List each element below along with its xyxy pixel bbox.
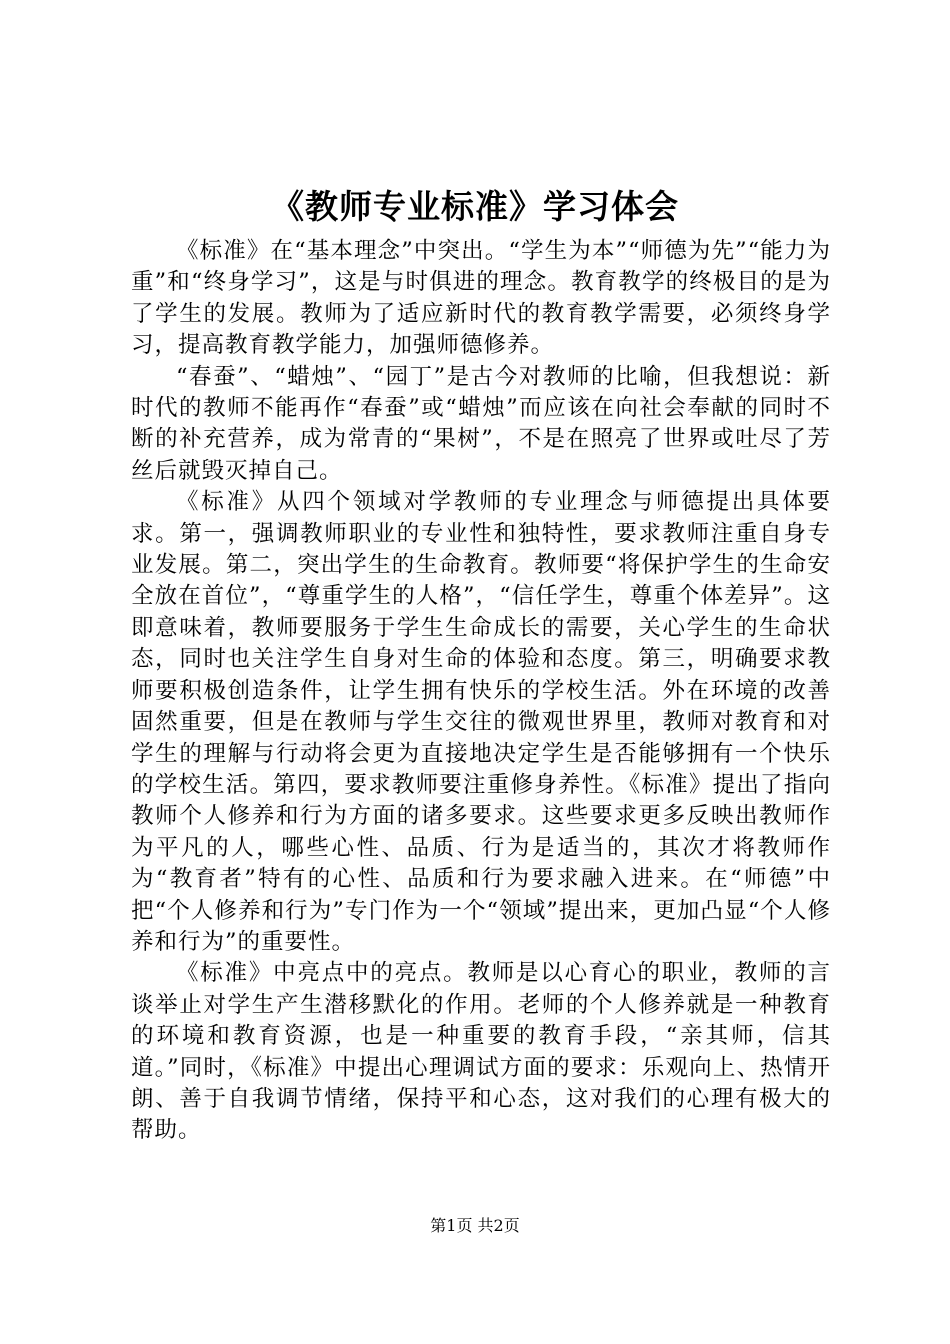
document-body: [131, 236, 831, 1147]
paragraph-1: 《标准》在“基本理念”中突出。“学生为本”“师德为先”“能力为重”和“终身学习”，这是与时俱进的理念。教育教学的终极目的是为了学生的发展。教师为了适应新时代的教育教学需要，必须终身学习，提高教育教学能力，加强师德修养。: [131, 238, 831, 359]
paragraph-4: 《标准》中亮点中的亮点。教师是以心育心的职业，教师的言谈举止对学生产生潜移默化的作用。老师的个人修养就是一种教育的环境和教育资源，也是一种重要的教育手段，“亲其师，信其道。”同时，《标准》中提出心理调试方面的要求：乐观向上、热情开朗、善于自我调节情绪，保持平和心态，这对我们的心理有极大的帮助。: [131, 960, 831, 1144]
document-title: 《教师专业标准》学习体会: [271, 187, 679, 226]
page-number-footer: 第1页 共2页: [430, 1216, 520, 1235]
paragraph-2: “春蚕”、“蜡烛”、“园丁”是古今对教师的比喻，但我想说：新时代的教师不能再作“春蚕”或“蜡烛”而应该在向社会奉献的同时不断的补充营养，成为常青的“果树”，不是在照亮了世界或吐尽了芳丝后就毁灭掉自己。: [131, 363, 831, 484]
paragraph-3: 《标准》从四个领域对学教师的专业理念与师德提出具体要求。第一，强调教师职业的专业性和独特性，要求教师注重自身专业发展。第二，突出学生的生命教育。教师要“将保护学生的生命安全放在首位”，“尊重学生的人格”，“信任学生，尊重个体差异”。这即意味着，教师要服务于学生生命成长的需要，关心学生的生命状态，同时也关注学生自身对生命的体验和态度。第三，明确要求教师要积极创造条件，让学生拥有快乐的学校生活。外在环境的改善固然重要，但是在教师与学生交往的微观世界里，教师对教育和对学生的理解与行动将会更为直接地决定学生是否能够拥有一个快乐的学校生活。第四，要求教师要注重修身养性。《标准》提出了指向教师个人修养和行为方面的诸多要求。这些要求更多反映出教师作为平凡的人，哪些心性、品质、行为是适当的，其次才将教师作为“教育者”特有的心性、品质和行为要求融入进来。在“师德”中把“个人修养和行为”专门作为一个“领域”提出来，更加凸显“个人修养和行为”的重要性。: [131, 489, 831, 955]
